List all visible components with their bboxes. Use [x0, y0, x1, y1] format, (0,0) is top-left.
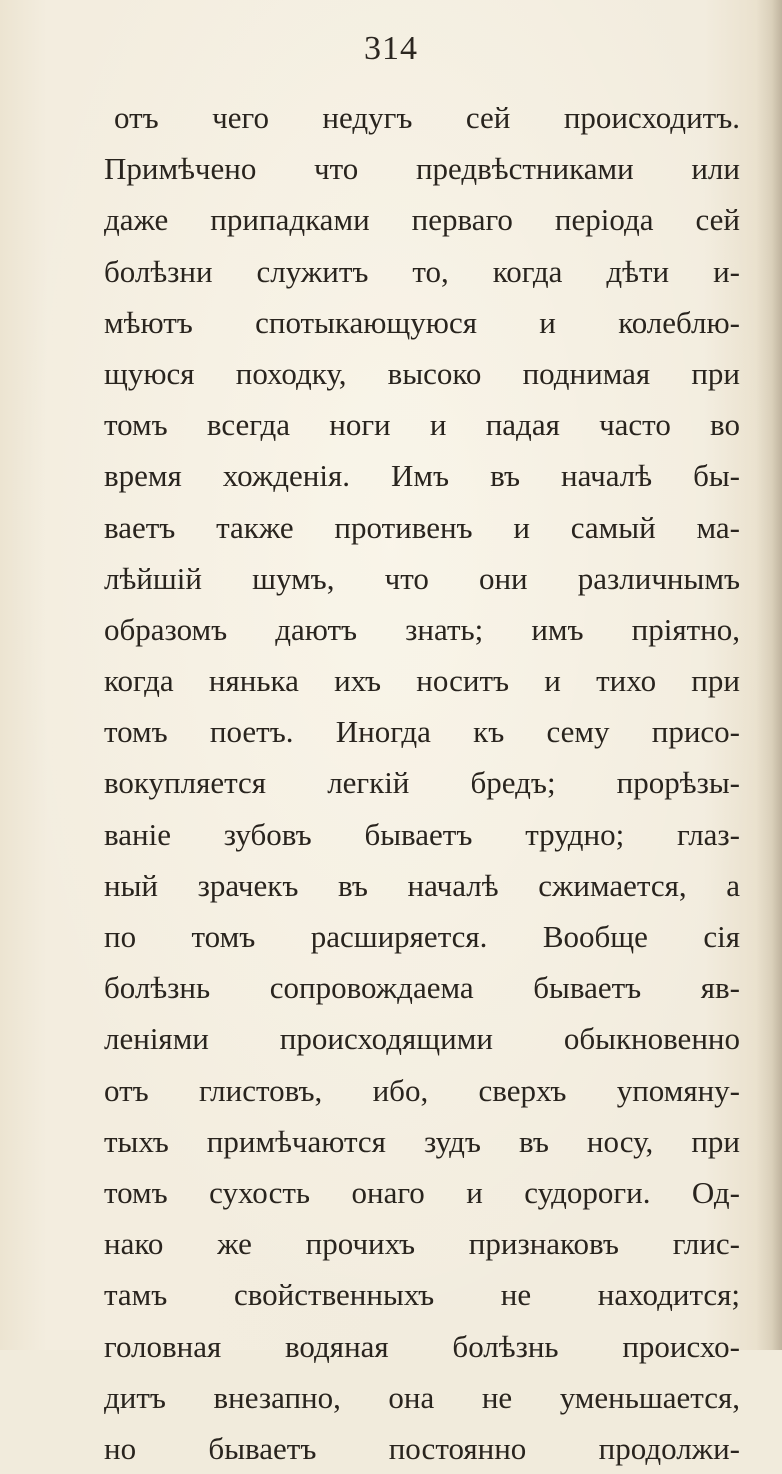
text-line: время хожденія. Имъ въ началѣ бы- — [104, 458, 740, 494]
text-line: вокупляется легкій бредъ; прорѣзы- — [104, 765, 740, 801]
text-line: головная водяная болѣзнь происхо- — [104, 1328, 740, 1364]
text-line: образомъ даютъ знать; имъ пріятно, — [104, 611, 740, 647]
text-line: по томъ расширяется. Вообще сія — [104, 919, 740, 954]
text-line: лѣйшій шумъ, что они различнымъ — [104, 560, 740, 596]
text-line: щуюся походку, высоко поднимая при — [104, 355, 740, 391]
text-line: болѣзни служитъ то, когда дѣти и- — [104, 253, 740, 289]
text-line: отъ глистовъ, ибо, сверхъ упомяну- — [104, 1072, 740, 1108]
text-line: ваніе зубовъ бываетъ трудно; глаз- — [104, 816, 740, 852]
text-line: когда нянька ихъ носитъ и тихо при — [104, 663, 740, 699]
text-line: ный зрачекъ въ началѣ сжимается, а — [104, 867, 740, 903]
page-edge-shadow — [756, 0, 782, 1350]
text-line: нако же прочихъ признаковъ глис- — [104, 1226, 740, 1262]
page-number: 314 — [364, 30, 418, 67]
text-line: болѣзнь сопровождаема бываетъ яв- — [104, 970, 740, 1006]
text-line: Примѣчено что предвѣстниками или — [104, 151, 740, 187]
text-line: леніями происходящими обыкновенно — [104, 1021, 740, 1057]
text-line: но бываетъ постоянно продолжи- — [104, 1430, 740, 1466]
text-line: ваетъ также противенъ и самый ма- — [104, 509, 740, 545]
text-line: даже припадками перваго періода сей — [104, 202, 740, 238]
text-line: дитъ внезапно, она не уменьшается, — [104, 1379, 740, 1415]
text-line: томъ сухость онаго и судороги. Од- — [104, 1174, 740, 1210]
text-line: томъ всегда ноги и падая часто во — [104, 407, 740, 443]
text-line: мѣютъ спотыкающуюся и колеблю- — [104, 304, 740, 340]
text-line: тыхъ примѣчаются зудъ въ носу, при — [104, 1123, 740, 1159]
text-line: томъ поетъ. Иногда къ сему присо- — [104, 714, 740, 750]
text-line: отъ чего недугъ сей происходитъ. — [114, 100, 740, 135]
body-text — [104, 92, 740, 1474]
text-line: тамъ свойственныхъ не находится; — [104, 1277, 740, 1313]
